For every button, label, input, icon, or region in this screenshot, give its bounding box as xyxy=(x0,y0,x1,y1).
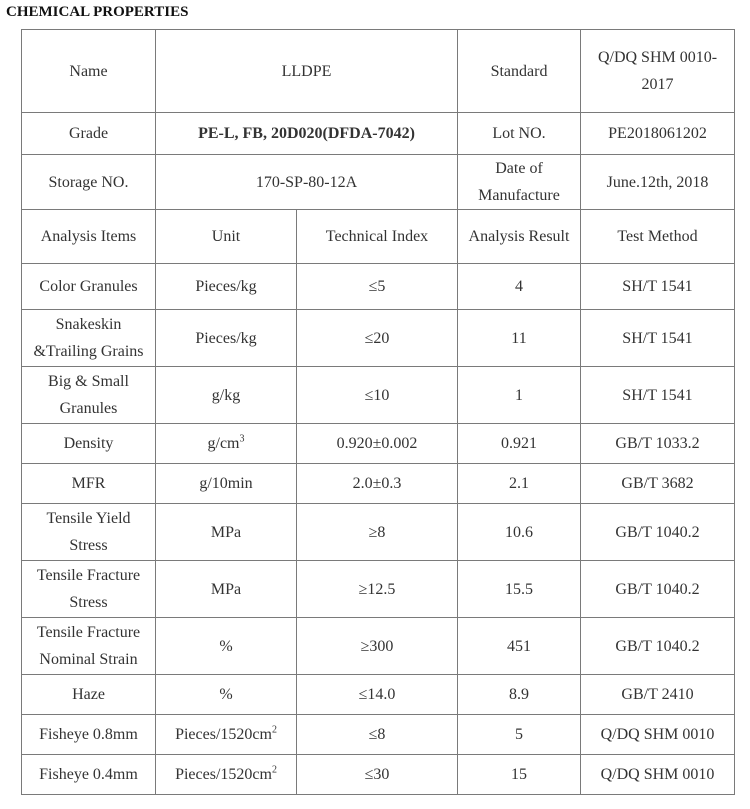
cell-method: SH/T 1541 xyxy=(581,367,735,424)
cell-method: SH/T 1541 xyxy=(581,264,735,310)
table-row xyxy=(22,755,735,795)
cell-item: Snakeskin &Trailing Grains xyxy=(22,310,156,367)
cell-method: Q/DQ SHM 0010 xyxy=(581,755,735,795)
cell-method: GB/T 3682 xyxy=(581,464,735,504)
cell-index: ≤10 xyxy=(297,367,458,424)
unit-superscript: 2 xyxy=(271,764,277,776)
cell-method: GB/T 2410 xyxy=(581,675,735,715)
standard-value: Q/DQ SHM 0010-2017 xyxy=(581,30,735,113)
properties-table xyxy=(21,29,735,795)
cell-index: ≤20 xyxy=(297,310,458,367)
cell-result: 10.6 xyxy=(458,504,581,561)
cell-item: Tensile Fracture Nominal Strain xyxy=(22,618,156,675)
cell-result: 0.921 xyxy=(458,424,581,464)
cell-item: Color Granules xyxy=(22,264,156,310)
name-value: LLDPE xyxy=(156,30,458,113)
cell-method: SH/T 1541 xyxy=(581,310,735,367)
cell-item: Tensile Yield Stress xyxy=(22,504,156,561)
cell-unit: $g/cm^3$ xyxy=(156,424,297,464)
cell-unit: MPa xyxy=(156,561,297,618)
cell-method: Q/DQ SHM 0010 xyxy=(581,715,735,755)
cell-result: 1 xyxy=(458,367,581,424)
table-row xyxy=(22,464,735,504)
column-header-row xyxy=(22,210,735,264)
cell-result: 11 xyxy=(458,310,581,367)
cell-unit: Pieces/$1520cm^2$ xyxy=(156,755,297,795)
cell-index: ≤5 xyxy=(297,264,458,310)
unit-superscript: 2 xyxy=(271,724,277,736)
table-row xyxy=(22,715,735,755)
cell-unit: Pieces/$1520cm^2$ xyxy=(156,715,297,755)
cell-unit: MPa xyxy=(156,504,297,561)
name-label: Name xyxy=(22,30,156,113)
cell-method: GB/T 1040.2 xyxy=(581,504,735,561)
cell-index: ≤8 xyxy=(297,715,458,755)
lot-label: Lot NO. xyxy=(458,113,581,155)
grade-label: Grade xyxy=(22,113,156,155)
lot-value: PE2018061202 xyxy=(581,113,735,155)
grade-value: PE-L, FB, 20D020(DFDA-7042) xyxy=(156,113,458,155)
cell-unit: Pieces/kg xyxy=(156,264,297,310)
cell-result: 5 xyxy=(458,715,581,755)
cell-item: Haze xyxy=(22,675,156,715)
column-header: Test Method xyxy=(581,210,735,264)
cell-unit: g/kg xyxy=(156,367,297,424)
cell-item: Tensile Fracture Stress xyxy=(22,561,156,618)
storage-value: 170-SP-80-12A xyxy=(156,155,458,210)
cell-item: Big & Small Granules xyxy=(22,367,156,424)
cell-index: ≥12.5 xyxy=(297,561,458,618)
column-header: Unit xyxy=(156,210,297,264)
cell-result: 4 xyxy=(458,264,581,310)
date-value: June.12th, 2018 xyxy=(581,155,735,210)
standard-label: Standard xyxy=(458,30,581,113)
cell-item: MFR xyxy=(22,464,156,504)
cell-item: Fisheye 0.8mm xyxy=(22,715,156,755)
cell-unit: g/10min xyxy=(156,464,297,504)
table-row xyxy=(22,264,735,310)
storage-label: Storage NO. xyxy=(22,155,156,210)
table-row xyxy=(22,561,735,618)
date-label: Date of Manufacture xyxy=(458,155,581,210)
table-row xyxy=(22,618,735,675)
cell-item: Fisheye 0.4mm xyxy=(22,755,156,795)
table-row xyxy=(22,675,735,715)
cell-result: 15 xyxy=(458,755,581,795)
cell-index: 2.0±0.3 xyxy=(297,464,458,504)
cell-unit: Pieces/kg xyxy=(156,310,297,367)
cell-result: 8.9 xyxy=(458,675,581,715)
info-row-storage xyxy=(22,155,735,210)
cell-index: ≥300 xyxy=(297,618,458,675)
column-header: Analysis Result xyxy=(458,210,581,264)
table-row xyxy=(22,310,735,367)
cell-index: ≥8 xyxy=(297,504,458,561)
cell-item: Density xyxy=(22,424,156,464)
cell-index: ≤14.0 xyxy=(297,675,458,715)
section-heading: CHEMICAL PROPERTIES xyxy=(6,4,189,20)
table-row xyxy=(22,424,735,464)
cell-method: GB/T 1033.2 xyxy=(581,424,735,464)
table-row xyxy=(22,367,735,424)
unit-superscript: 3 xyxy=(239,433,245,445)
cell-method: GB/T 1040.2 xyxy=(581,561,735,618)
cell-unit: % xyxy=(156,618,297,675)
cell-result: 2.1 xyxy=(458,464,581,504)
cell-method: GB/T 1040.2 xyxy=(581,618,735,675)
cell-result: 451 xyxy=(458,618,581,675)
info-row-name xyxy=(22,30,735,113)
info-row-grade xyxy=(22,113,735,155)
table-row xyxy=(22,504,735,561)
column-header: Technical Index xyxy=(297,210,458,264)
cell-unit: % xyxy=(156,675,297,715)
cell-result: 15.5 xyxy=(458,561,581,618)
cell-index: 0.920±0.002 xyxy=(297,424,458,464)
cell-index: ≤30 xyxy=(297,755,458,795)
column-header: Analysis Items xyxy=(22,210,156,264)
